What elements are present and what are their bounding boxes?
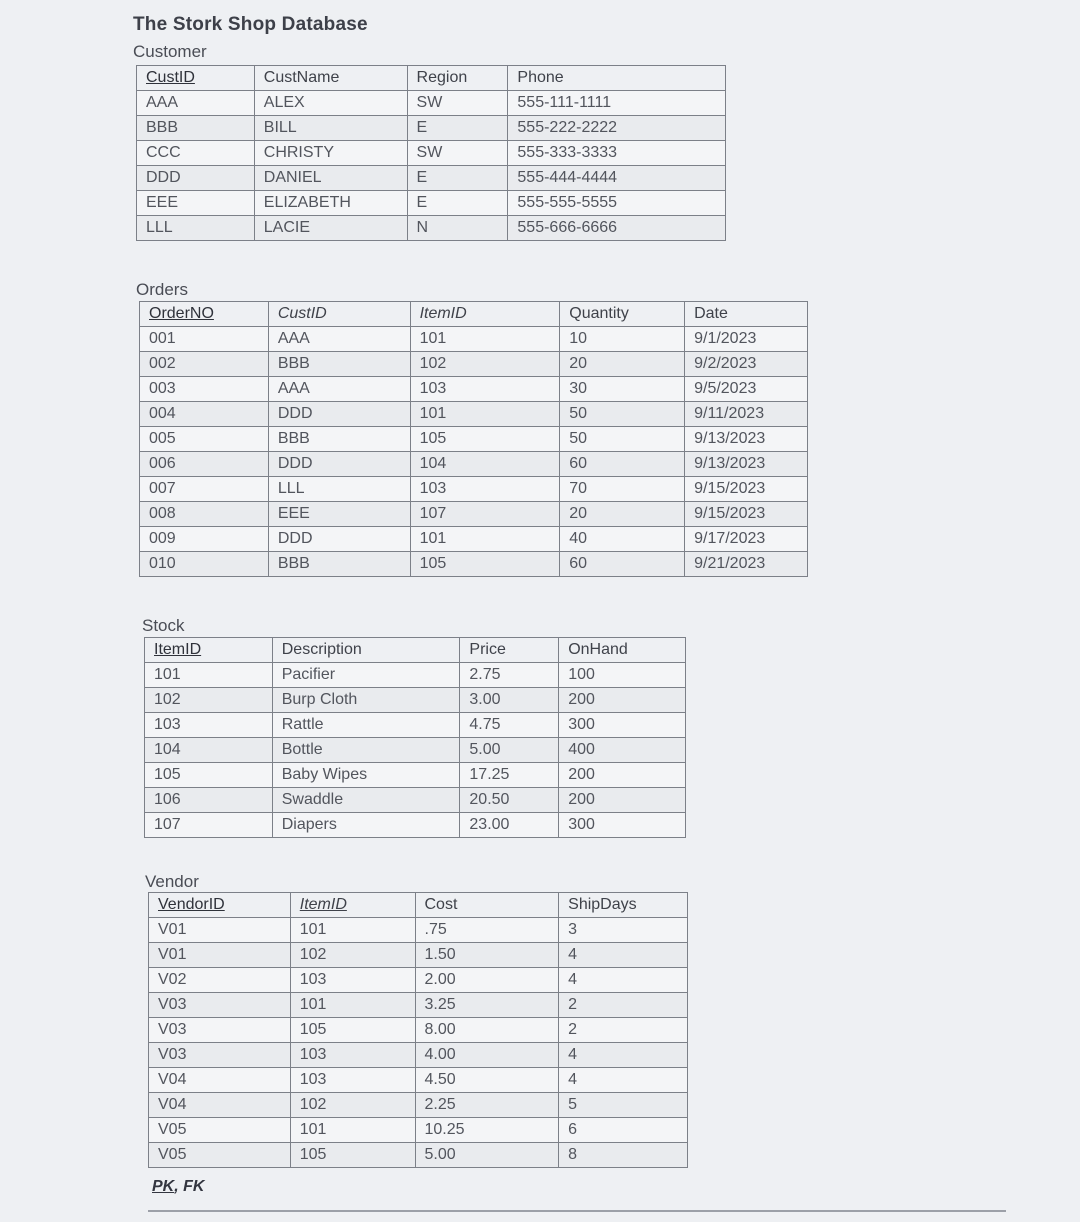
orders-cell: 103 — [410, 477, 560, 502]
orders-table-row — [140, 552, 808, 577]
vendor-cell: 1.50 — [415, 943, 559, 968]
orders-cell: BBB — [268, 552, 410, 577]
vendor-cell: 5.00 — [415, 1143, 559, 1168]
vendor-table-row — [149, 1143, 688, 1168]
vendor-cell: V04 — [149, 1068, 291, 1093]
vendor-table-row — [149, 1068, 688, 1093]
stock-column-header: ItemID — [145, 638, 273, 663]
stock-column-header: OnHand — [559, 638, 686, 663]
stock-table-row — [145, 813, 686, 838]
orders-cell: 003 — [140, 377, 269, 402]
orders-cell: 107 — [410, 502, 560, 527]
stock-cell: Rattle — [272, 713, 460, 738]
vendor-cell: V01 — [149, 918, 291, 943]
customer-column-header: Region — [407, 66, 508, 91]
customer-cell: CHRISTY — [254, 141, 407, 166]
stock-cell: 23.00 — [460, 813, 559, 838]
orders-table-row — [140, 527, 808, 552]
vendor-column-header: VendorID — [149, 893, 291, 918]
customer-table-row — [137, 166, 726, 191]
orders-column-header: Quantity — [560, 302, 685, 327]
customer-table-row — [137, 141, 726, 166]
vendor-cell: 105 — [290, 1018, 415, 1043]
orders-cell: 20 — [560, 352, 685, 377]
orders-cell: 004 — [140, 402, 269, 427]
stock-cell: 2.75 — [460, 663, 559, 688]
orders-table-row — [140, 327, 808, 352]
orders-cell: 103 — [410, 377, 560, 402]
vendor-cell: 5 — [559, 1093, 688, 1118]
vendor-cell: V05 — [149, 1143, 291, 1168]
document-title: The Stork Shop Database — [133, 14, 368, 35]
customer-cell: DANIEL — [254, 166, 407, 191]
orders-header-row — [140, 302, 808, 327]
stock-table-row — [145, 713, 686, 738]
orders-cell: 9/1/2023 — [685, 327, 808, 352]
vendor-cell: 4 — [559, 968, 688, 993]
customer-cell: BILL — [254, 116, 407, 141]
orders-table-label: Orders — [136, 280, 188, 299]
customer-cell: 555-555-5555 — [508, 191, 726, 216]
orders-cell: 9/11/2023 — [685, 402, 808, 427]
orders-table-row — [140, 402, 808, 427]
vendor-cell: 103 — [290, 1068, 415, 1093]
orders-cell: 70 — [560, 477, 685, 502]
orders-cell: 101 — [410, 527, 560, 552]
orders-cell: AAA — [268, 377, 410, 402]
customer-cell: 555-222-2222 — [508, 116, 726, 141]
vendor-cell: V05 — [149, 1118, 291, 1143]
vendor-column-header: Cost — [415, 893, 559, 918]
orders-cell: 9/15/2023 — [685, 477, 808, 502]
customer-cell: DDD — [137, 166, 255, 191]
orders-cell: DDD — [268, 452, 410, 477]
stock-cell: 106 — [145, 788, 273, 813]
vendor-cell: 101 — [290, 1118, 415, 1143]
stock-cell: 17.25 — [460, 763, 559, 788]
vendor-table — [148, 892, 688, 1168]
orders-table-row — [140, 502, 808, 527]
orders-cell: BBB — [268, 427, 410, 452]
vendor-cell: V03 — [149, 1018, 291, 1043]
customer-column-header: Phone — [508, 66, 726, 91]
customer-cell: 555-333-3333 — [508, 141, 726, 166]
vendor-table-row — [149, 918, 688, 943]
customer-cell: E — [407, 116, 508, 141]
orders-cell: 101 — [410, 327, 560, 352]
vendor-cell: 2.00 — [415, 968, 559, 993]
orders-cell: 009 — [140, 527, 269, 552]
stock-table-label: Stock — [142, 616, 185, 635]
customer-table-row — [137, 216, 726, 241]
orders-cell: LLL — [268, 477, 410, 502]
customer-cell: E — [407, 166, 508, 191]
customer-table-row — [137, 191, 726, 216]
vendor-cell: V02 — [149, 968, 291, 993]
orders-cell: 002 — [140, 352, 269, 377]
vendor-table-row — [149, 1118, 688, 1143]
orders-table-row — [140, 452, 808, 477]
vendor-cell: 4 — [559, 943, 688, 968]
orders-cell: 005 — [140, 427, 269, 452]
vendor-cell: 6 — [559, 1118, 688, 1143]
orders-cell: 007 — [140, 477, 269, 502]
stock-cell: 20.50 — [460, 788, 559, 813]
vendor-cell: 4 — [559, 1068, 688, 1093]
vendor-cell: 4.50 — [415, 1068, 559, 1093]
stock-cell: Swaddle — [272, 788, 460, 813]
customer-cell: ELIZABETH — [254, 191, 407, 216]
stock-cell: 3.00 — [460, 688, 559, 713]
customer-cell: N — [407, 216, 508, 241]
stock-cell: Pacifier — [272, 663, 460, 688]
stock-table-row — [145, 788, 686, 813]
vendor-cell: V03 — [149, 1043, 291, 1068]
customer-table — [136, 65, 726, 241]
orders-cell: 9/17/2023 — [685, 527, 808, 552]
customer-table-label: Customer — [133, 42, 207, 61]
orders-table-row — [140, 477, 808, 502]
orders-column-header: OrderNO — [140, 302, 269, 327]
vendor-cell: 105 — [290, 1143, 415, 1168]
stock-cell: 105 — [145, 763, 273, 788]
orders-cell: 105 — [410, 552, 560, 577]
stock-table-row — [145, 763, 686, 788]
customer-cell: 555-666-6666 — [508, 216, 726, 241]
stock-cell: Burp Cloth — [272, 688, 460, 713]
stock-cell: 4.75 — [460, 713, 559, 738]
customer-header-row — [137, 66, 726, 91]
legend-separator: , — [174, 1178, 184, 1195]
orders-cell: 001 — [140, 327, 269, 352]
vendor-cell: 103 — [290, 1043, 415, 1068]
key-legend — [152, 1178, 204, 1196]
stock-cell: 300 — [559, 713, 686, 738]
orders-cell: 102 — [410, 352, 560, 377]
vendor-table-row — [149, 1043, 688, 1068]
vendor-cell: .75 — [415, 918, 559, 943]
customer-cell: E — [407, 191, 508, 216]
orders-table-row — [140, 427, 808, 452]
stock-cell: 101 — [145, 663, 273, 688]
orders-table-row — [140, 352, 808, 377]
stock-cell: 200 — [559, 763, 686, 788]
orders-cell: 60 — [560, 452, 685, 477]
orders-cell: DDD — [268, 527, 410, 552]
vendor-table-row — [149, 968, 688, 993]
stock-cell: Baby Wipes — [272, 763, 460, 788]
pk-legend: PK — [152, 1178, 175, 1195]
orders-cell: 9/13/2023 — [685, 452, 808, 477]
customer-cell: 555-111-1111 — [508, 91, 726, 116]
vendor-cell: 2.25 — [415, 1093, 559, 1118]
vendor-cell: V01 — [149, 943, 291, 968]
vendor-cell: 2 — [559, 1018, 688, 1043]
stock-cell: 400 — [559, 738, 686, 763]
orders-column-header: Date — [685, 302, 808, 327]
customer-cell: 555-444-4444 — [508, 166, 726, 191]
customer-cell: CCC — [137, 141, 255, 166]
vendor-cell: 4.00 — [415, 1043, 559, 1068]
orders-cell: 105 — [410, 427, 560, 452]
orders-cell: 30 — [560, 377, 685, 402]
orders-table-row — [140, 377, 808, 402]
orders-column-header: ItemID — [410, 302, 560, 327]
vendor-cell: V04 — [149, 1093, 291, 1118]
vendor-cell: 101 — [290, 918, 415, 943]
stock-table — [144, 637, 686, 838]
orders-cell: AAA — [268, 327, 410, 352]
fk-legend: FK — [183, 1178, 205, 1195]
stock-cell: 100 — [559, 663, 686, 688]
orders-table — [139, 301, 808, 577]
vendor-column-header: ShipDays — [559, 893, 688, 918]
orders-cell: EEE — [268, 502, 410, 527]
stock-cell: 200 — [559, 788, 686, 813]
orders-cell: 9/15/2023 — [685, 502, 808, 527]
customer-table-row — [137, 116, 726, 141]
stock-table-row — [145, 738, 686, 763]
page-divider — [148, 1210, 1006, 1212]
orders-cell: 006 — [140, 452, 269, 477]
customer-cell: BBB — [137, 116, 255, 141]
orders-column-header: CustID — [268, 302, 410, 327]
vendor-cell: 10.25 — [415, 1118, 559, 1143]
stock-cell: 102 — [145, 688, 273, 713]
stock-table-row — [145, 663, 686, 688]
customer-table-row — [137, 91, 726, 116]
vendor-table-row — [149, 993, 688, 1018]
stock-column-header: Price — [460, 638, 559, 663]
customer-cell: SW — [407, 141, 508, 166]
orders-cell: 50 — [560, 427, 685, 452]
stock-column-header: Description — [272, 638, 460, 663]
orders-cell: 9/21/2023 — [685, 552, 808, 577]
vendor-table-row — [149, 943, 688, 968]
vendor-cell: 3.25 — [415, 993, 559, 1018]
vendor-column-header: ItemID — [290, 893, 415, 918]
customer-cell: LACIE — [254, 216, 407, 241]
orders-cell: 010 — [140, 552, 269, 577]
customer-cell: SW — [407, 91, 508, 116]
orders-cell: 9/5/2023 — [685, 377, 808, 402]
orders-cell: BBB — [268, 352, 410, 377]
stock-cell: 200 — [559, 688, 686, 713]
customer-cell: AAA — [137, 91, 255, 116]
stock-header-row — [145, 638, 686, 663]
orders-cell: 40 — [560, 527, 685, 552]
stock-cell: Diapers — [272, 813, 460, 838]
orders-cell: 008 — [140, 502, 269, 527]
vendor-table-row — [149, 1093, 688, 1118]
customer-cell: LLL — [137, 216, 255, 241]
vendor-table-row — [149, 1018, 688, 1043]
stock-cell: 5.00 — [460, 738, 559, 763]
orders-cell: 104 — [410, 452, 560, 477]
vendor-cell: 4 — [559, 1043, 688, 1068]
orders-cell: DDD — [268, 402, 410, 427]
vendor-cell: 8.00 — [415, 1018, 559, 1043]
stock-cell: Bottle — [272, 738, 460, 763]
stock-cell: 300 — [559, 813, 686, 838]
vendor-cell: 101 — [290, 993, 415, 1018]
stock-cell: 103 — [145, 713, 273, 738]
stock-table-row — [145, 688, 686, 713]
orders-cell: 101 — [410, 402, 560, 427]
orders-cell: 60 — [560, 552, 685, 577]
orders-cell: 9/13/2023 — [685, 427, 808, 452]
customer-cell: EEE — [137, 191, 255, 216]
stock-cell: 107 — [145, 813, 273, 838]
vendor-cell: 3 — [559, 918, 688, 943]
orders-cell: 50 — [560, 402, 685, 427]
customer-column-header: CustName — [254, 66, 407, 91]
vendor-cell: V03 — [149, 993, 291, 1018]
orders-cell: 10 — [560, 327, 685, 352]
customer-column-header: CustID — [137, 66, 255, 91]
orders-cell: 20 — [560, 502, 685, 527]
vendor-table-label: Vendor — [145, 872, 199, 891]
vendor-cell: 8 — [559, 1143, 688, 1168]
vendor-cell: 103 — [290, 968, 415, 993]
vendor-header-row — [149, 893, 688, 918]
vendor-cell: 102 — [290, 943, 415, 968]
customer-cell: ALEX — [254, 91, 407, 116]
vendor-cell: 2 — [559, 993, 688, 1018]
vendor-cell: 102 — [290, 1093, 415, 1118]
orders-cell: 9/2/2023 — [685, 352, 808, 377]
stock-cell: 104 — [145, 738, 273, 763]
